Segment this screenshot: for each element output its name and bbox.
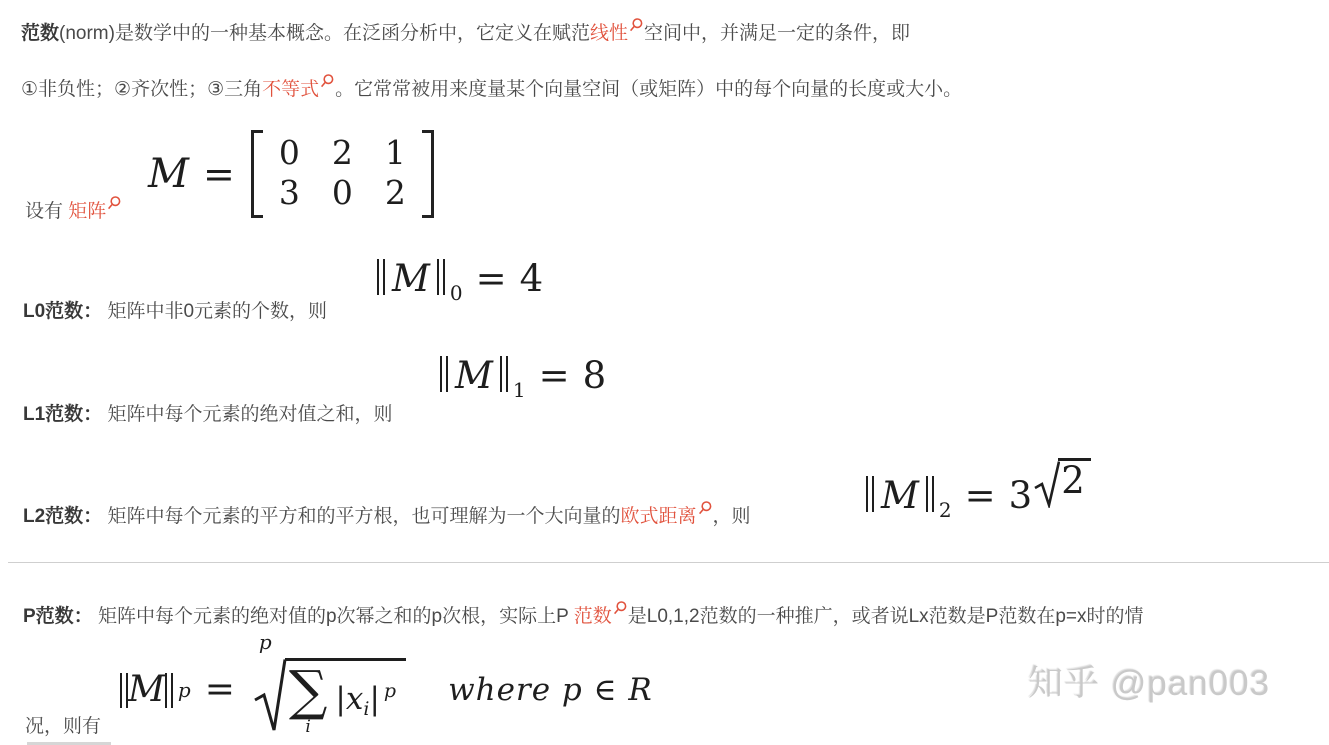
matrix-cell: 2 (331, 133, 353, 172)
radicand (285, 658, 406, 735)
matrix-cell: 0 (331, 172, 353, 212)
p-label: P范数： (23, 606, 93, 627)
norm-bars (440, 356, 448, 392)
l2-desc-post: ，则 (712, 506, 751, 527)
search-link-matrix[interactable]: 矩阵 (68, 201, 122, 222)
left-bracket (251, 130, 263, 218)
x-variable: x (345, 681, 364, 718)
norm-bars (926, 476, 934, 512)
norm-subscript: 1 (512, 378, 526, 402)
intro-text-2a: ①非负性；②齐次性；③三角 (21, 79, 263, 100)
p-th-root (253, 630, 406, 737)
norm-variable: M (128, 669, 165, 711)
l2-norm-formula (866, 458, 1091, 520)
matrix-variable: M (148, 150, 189, 197)
intro-keyword: 范数 (21, 23, 60, 44)
intro-text-1a: (norm)是数学中的一种基本概念。在泛函分析中，它定义在赋范 (59, 23, 590, 44)
norm-variable: M (881, 474, 919, 517)
matrix-intro-pre: 设有 (25, 201, 64, 222)
norm-bars (377, 259, 385, 295)
equals-sign: = (475, 257, 507, 300)
l1-label: L1范数： (23, 404, 103, 425)
l0-desc: 矩阵中非0元素的个数，则 (107, 301, 328, 322)
norm-value: 4 (519, 257, 544, 300)
equals-sign: = (964, 474, 996, 517)
summation (288, 659, 328, 737)
norm-variable: M (455, 354, 493, 397)
radicand: 2 (1058, 458, 1091, 501)
norm-bars (866, 476, 874, 512)
norm-subscript: p (177, 678, 191, 703)
right-bracket (422, 130, 434, 218)
x-subscript: i (363, 698, 370, 721)
zhihu-watermark: 知乎 @pan003 (1028, 664, 1271, 703)
norm-variable: M (392, 257, 430, 300)
equals-sign: = (202, 151, 235, 196)
p-norm-formula (120, 630, 653, 737)
matrix-cell: 1 (384, 133, 406, 172)
norm-bars (437, 259, 445, 295)
intro-line-1 (21, 18, 910, 45)
p-desc-pre: 矩阵中每个元素的绝对值的p次幂之和的p次根，实际上P (97, 606, 574, 627)
search-icon (698, 499, 712, 521)
abs-bar: | (335, 681, 346, 718)
equals-sign: = (204, 669, 235, 711)
l1-desc: 矩阵中每个元素的绝对值之和，则 (107, 404, 393, 425)
intro-line-2 (21, 74, 962, 101)
l0-norm-formula (377, 259, 543, 303)
p-norm-continuation: 况，则有 (25, 716, 102, 737)
l0-label: L0范数： (23, 301, 103, 322)
p-norm-text (23, 601, 1143, 628)
search-link-inequality[interactable]: 不等式 (262, 79, 335, 100)
radical-sign (253, 658, 287, 734)
matrix-cells (263, 130, 422, 218)
p-desc-post: 是L0,1,2范数的一种推广，或者说Lx范数是P范数在p=x时的情 (627, 606, 1144, 627)
norm-bars (165, 673, 173, 708)
matrix-brackets (251, 130, 434, 218)
matrix-cell: 3 (278, 172, 300, 212)
l1-norm-formula (440, 356, 606, 400)
exponent: p (383, 680, 397, 703)
norm-bars (120, 673, 128, 708)
norm-subscript: 2 (938, 498, 952, 522)
search-link-euclidean[interactable]: 欧式距离 (621, 506, 713, 527)
where-clause: where p ∈ R (448, 671, 653, 708)
root-degree: p (258, 630, 272, 654)
search-link-norm[interactable]: 范数 (574, 606, 628, 627)
l1-norm-text (23, 399, 393, 426)
l2-label: L2范数： (23, 506, 103, 527)
intro-text-1b: 空间中，并满足一定的条件，即 (643, 23, 910, 44)
search-icon (613, 599, 627, 621)
search-icon (320, 72, 334, 94)
absolute-value-term (335, 682, 396, 719)
l2-desc-pre: 矩阵中每个元素的平方和的平方根，也可理解为一个大向量的 (107, 506, 621, 527)
matrix-formula (148, 130, 434, 218)
equals-sign: = (538, 354, 570, 397)
intro-text-2b: 。它常常被用来度量某个向量空间（或矩阵）中的每个向量的长度或大小。 (335, 79, 963, 100)
norm-subscript: 0 (449, 281, 463, 305)
l0-norm-text (23, 296, 327, 323)
abs-bar: | (369, 681, 380, 718)
sum-index: i (305, 716, 311, 737)
coefficient: 3 (1008, 474, 1033, 517)
sigma-symbol: ∑ (288, 659, 328, 722)
search-icon (629, 16, 643, 38)
square-root (1034, 458, 1091, 508)
norm-value: 8 (582, 354, 607, 397)
matrix-cell: 0 (278, 133, 300, 172)
radical-sign (1034, 460, 1060, 508)
l2-norm-text (23, 501, 751, 528)
section-divider (8, 562, 1329, 563)
norm-bars (500, 356, 508, 392)
search-link-linear[interactable]: 线性 (590, 23, 644, 44)
matrix-cell: 2 (384, 172, 406, 212)
search-icon (107, 194, 121, 216)
matrix-intro-text (25, 196, 122, 223)
